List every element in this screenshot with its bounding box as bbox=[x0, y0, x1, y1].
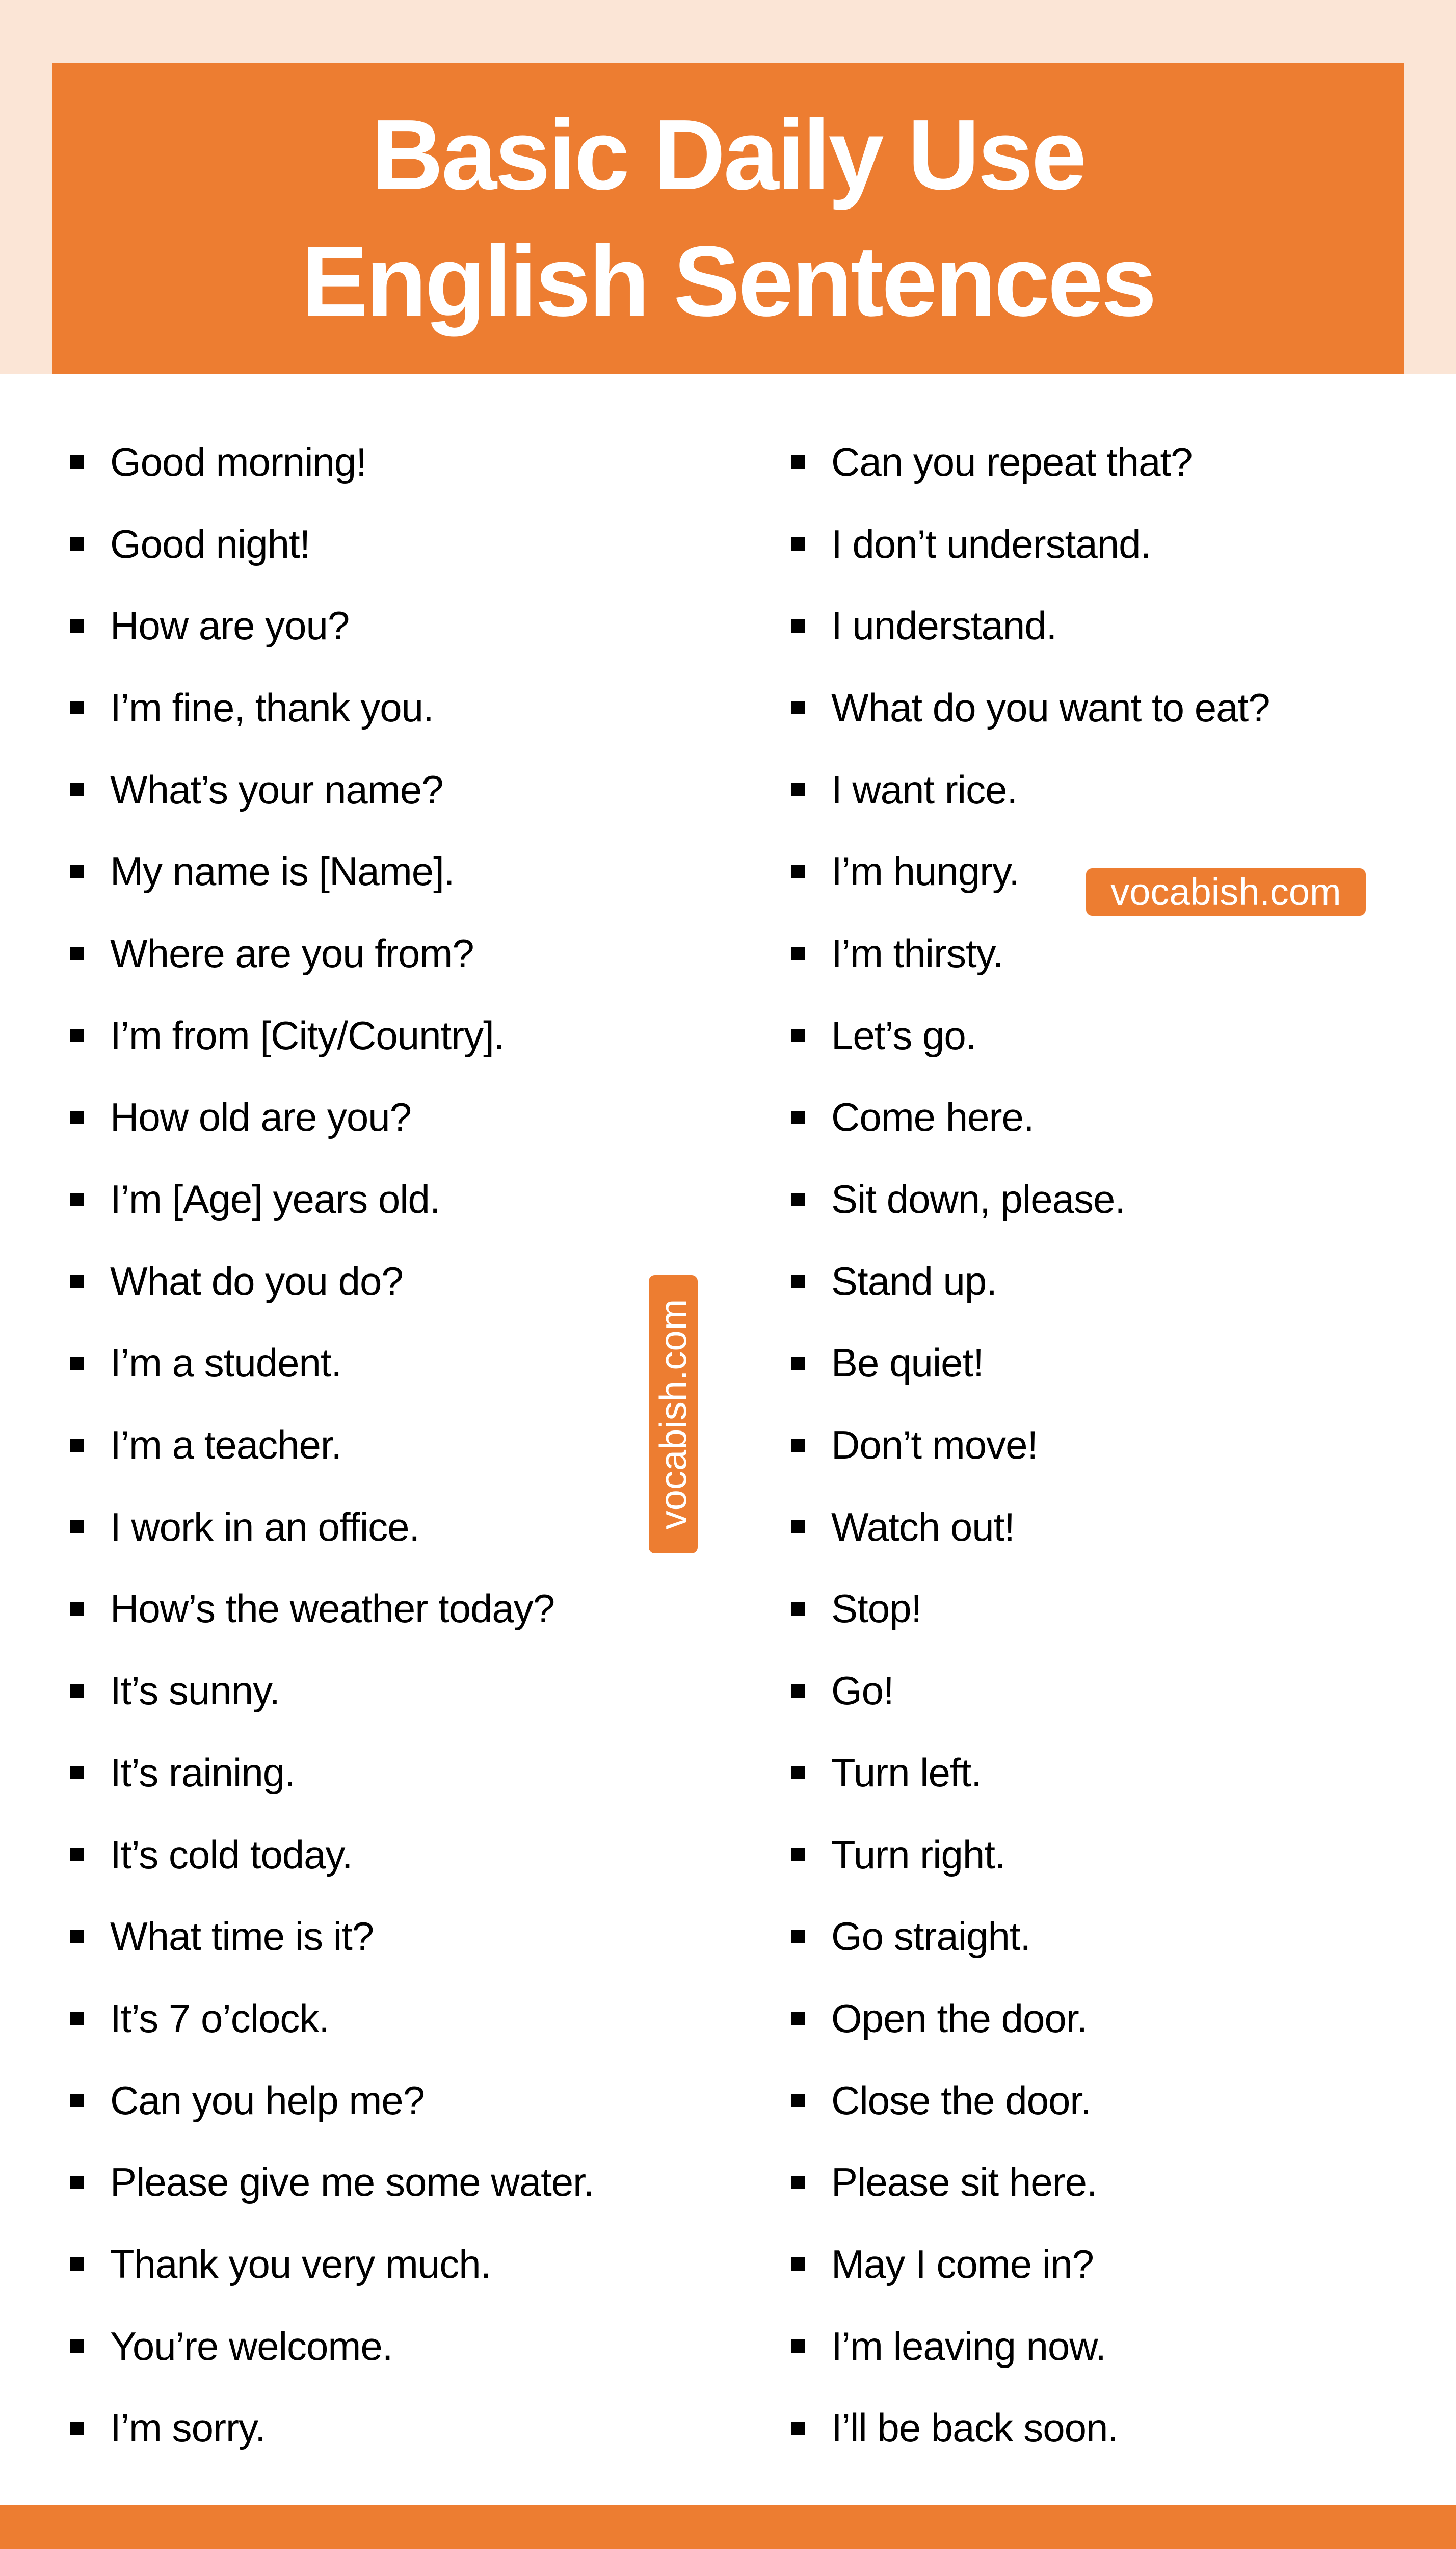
list-item bbox=[791, 1077, 1270, 1159]
list-item bbox=[70, 995, 594, 1077]
sentence-text: Open the door. bbox=[831, 1995, 1088, 2041]
sentence-text: Don’t move! bbox=[831, 1422, 1038, 1468]
square-bullet-icon bbox=[70, 2012, 84, 2025]
list-item bbox=[70, 1895, 594, 1978]
list-item bbox=[791, 995, 1270, 1077]
sentence-text: Stop! bbox=[831, 1586, 922, 1631]
sentence-text: I’m [Age] years old. bbox=[110, 1177, 440, 1222]
square-bullet-icon bbox=[791, 2339, 805, 2353]
watermark-vertical-text: vocabish.com bbox=[652, 1298, 695, 1530]
square-bullet-icon bbox=[70, 1766, 84, 1779]
sentence-text: Turn left. bbox=[831, 1750, 982, 1795]
list-item bbox=[791, 585, 1270, 667]
square-bullet-icon bbox=[791, 1766, 805, 1779]
list-item bbox=[70, 2223, 594, 2305]
sentence-text: It’s 7 o’clock. bbox=[110, 1995, 330, 2041]
sentence-text: My name is [Name]. bbox=[110, 849, 455, 894]
square-bullet-icon bbox=[791, 2257, 805, 2271]
list-item bbox=[70, 1240, 594, 1322]
page-title-line-1: Basic Daily Use bbox=[371, 99, 1085, 211]
square-bullet-icon bbox=[70, 1848, 84, 1861]
title-banner bbox=[52, 63, 1404, 374]
square-bullet-icon bbox=[791, 1274, 805, 1288]
sentence-text: What do you do? bbox=[110, 1258, 403, 1304]
list-item bbox=[791, 1732, 1270, 1814]
sentence-text: I’m fine, thank you. bbox=[110, 685, 434, 730]
sentence-text: I don’t understand. bbox=[831, 521, 1151, 566]
list-item bbox=[791, 2305, 1270, 2387]
sentence-text: I’m sorry. bbox=[110, 2405, 266, 2451]
sentence-text: It’s sunny. bbox=[110, 1668, 280, 1713]
list-item bbox=[70, 1486, 594, 1568]
list-item bbox=[791, 667, 1270, 749]
list-item bbox=[70, 2060, 594, 2142]
list-item bbox=[791, 1814, 1270, 1896]
square-bullet-icon bbox=[791, 1930, 805, 1943]
square-bullet-icon bbox=[791, 1357, 805, 1370]
sentence-text: I’ll be back soon. bbox=[831, 2405, 1119, 2451]
sentence-text: Thank you very much. bbox=[110, 2241, 491, 2286]
watermark-vertical bbox=[649, 1275, 698, 1553]
sentence-text: May I come in? bbox=[831, 2241, 1094, 2286]
sentence-text: I’m a student. bbox=[110, 1340, 342, 1386]
list-item bbox=[70, 830, 594, 913]
sentence-text: I want rice. bbox=[831, 767, 1018, 812]
list-item bbox=[70, 2305, 594, 2387]
list-item bbox=[70, 1814, 594, 1896]
sentence-text: Good night! bbox=[110, 521, 310, 566]
list-item bbox=[791, 2223, 1270, 2305]
square-bullet-icon bbox=[791, 2422, 805, 2435]
square-bullet-icon bbox=[70, 1602, 84, 1616]
square-bullet-icon bbox=[791, 1029, 805, 1042]
list-item bbox=[70, 2387, 594, 2469]
list-item bbox=[791, 421, 1270, 503]
square-bullet-icon bbox=[791, 537, 805, 551]
square-bullet-icon bbox=[70, 947, 84, 960]
square-bullet-icon bbox=[70, 2422, 84, 2435]
square-bullet-icon bbox=[791, 783, 805, 796]
square-bullet-icon bbox=[70, 783, 84, 796]
square-bullet-icon bbox=[791, 1848, 805, 1861]
sentence-text: I’m a teacher. bbox=[110, 1422, 342, 1468]
right-sentence-list bbox=[791, 421, 1270, 2469]
sentence-text: Go! bbox=[831, 1668, 894, 1713]
page-title-line-2: English Sentences bbox=[301, 225, 1155, 337]
square-bullet-icon bbox=[791, 1684, 805, 1698]
square-bullet-icon bbox=[70, 1930, 84, 1943]
list-item bbox=[791, 1158, 1270, 1240]
square-bullet-icon bbox=[70, 619, 84, 633]
sentence-text: Where are you from? bbox=[110, 930, 474, 976]
sentence-text: It’s cold today. bbox=[110, 1832, 353, 1877]
sentence-text: You’re welcome. bbox=[110, 2323, 393, 2369]
square-bullet-icon bbox=[70, 1684, 84, 1698]
sentence-text: I’m thirsty. bbox=[831, 930, 1003, 976]
sentence-text: How’s the weather today? bbox=[110, 1586, 555, 1631]
square-bullet-icon bbox=[791, 1439, 805, 1452]
square-bullet-icon bbox=[791, 1520, 805, 1533]
sentence-text: Be quiet! bbox=[831, 1340, 984, 1386]
list-item bbox=[70, 585, 594, 667]
list-item bbox=[791, 2060, 1270, 2142]
list-item bbox=[791, 1240, 1270, 1322]
list-item bbox=[70, 749, 594, 831]
sentence-text: I understand. bbox=[831, 603, 1057, 648]
sentence-text: Turn right. bbox=[831, 1832, 1005, 1877]
list-item bbox=[791, 913, 1270, 995]
square-bullet-icon bbox=[791, 455, 805, 469]
square-bullet-icon bbox=[70, 1111, 84, 1124]
square-bullet-icon bbox=[70, 1274, 84, 1288]
square-bullet-icon bbox=[791, 947, 805, 960]
square-bullet-icon bbox=[791, 619, 805, 633]
square-bullet-icon bbox=[70, 1029, 84, 1042]
list-item bbox=[791, 1486, 1270, 1568]
square-bullet-icon bbox=[791, 701, 805, 714]
sentence-text: Watch out! bbox=[831, 1504, 1015, 1549]
list-item bbox=[791, 503, 1270, 585]
sentence-text: I work in an office. bbox=[110, 1504, 420, 1549]
list-item bbox=[70, 421, 594, 503]
footer-band bbox=[0, 2505, 1456, 2549]
list-item bbox=[70, 913, 594, 995]
square-bullet-icon bbox=[70, 455, 84, 469]
list-item bbox=[70, 1158, 594, 1240]
sentence-text: Close the door. bbox=[831, 2077, 1091, 2123]
sentence-text: What’s your name? bbox=[110, 767, 443, 812]
sentence-text: What time is it? bbox=[110, 1914, 374, 1959]
square-bullet-icon bbox=[70, 2094, 84, 2107]
watermark-horizontal: vocabish.com bbox=[1086, 868, 1366, 916]
list-item bbox=[791, 2387, 1270, 2469]
square-bullet-icon bbox=[70, 701, 84, 714]
sentence-text: Let’s go. bbox=[831, 1012, 976, 1058]
list-item bbox=[791, 1895, 1270, 1978]
square-bullet-icon bbox=[70, 2176, 84, 2189]
square-bullet-icon bbox=[791, 1193, 805, 1206]
list-item bbox=[70, 1732, 594, 1814]
sentence-text: How are you? bbox=[110, 603, 350, 648]
list-item bbox=[791, 1568, 1270, 1650]
list-item bbox=[791, 1650, 1270, 1732]
square-bullet-icon bbox=[70, 2339, 84, 2353]
list-item bbox=[791, 1978, 1270, 2060]
list-item bbox=[70, 2141, 594, 2223]
square-bullet-icon bbox=[70, 2257, 84, 2271]
sentence-text: Please sit here. bbox=[831, 2160, 1097, 2205]
list-item bbox=[791, 1404, 1270, 1486]
sentence-text: It’s raining. bbox=[110, 1750, 295, 1795]
sentence-text: Can you help me? bbox=[110, 2077, 425, 2123]
sentence-text: What do you want to eat? bbox=[831, 685, 1270, 730]
square-bullet-icon bbox=[791, 2094, 805, 2107]
square-bullet-icon bbox=[791, 2176, 805, 2189]
sentence-text: Good morning! bbox=[110, 439, 366, 484]
list-item bbox=[791, 1322, 1270, 1404]
square-bullet-icon bbox=[791, 865, 805, 878]
sentence-text: I’m from [City/Country]. bbox=[110, 1012, 505, 1058]
list-item bbox=[70, 1568, 594, 1650]
list-item bbox=[70, 1650, 594, 1732]
square-bullet-icon bbox=[791, 1111, 805, 1124]
sentence-text: Go straight. bbox=[831, 1914, 1031, 1959]
sentence-text: Come here. bbox=[831, 1095, 1034, 1140]
list-item bbox=[791, 2141, 1270, 2223]
sentence-text: I’m hungry. bbox=[831, 849, 1020, 894]
list-item bbox=[70, 1978, 594, 2060]
square-bullet-icon bbox=[70, 1439, 84, 1452]
sentence-text: How old are you? bbox=[110, 1095, 412, 1140]
sentence-text: I’m leaving now. bbox=[831, 2323, 1106, 2369]
list-item bbox=[70, 1404, 594, 1486]
square-bullet-icon bbox=[791, 2012, 805, 2025]
square-bullet-icon bbox=[791, 1602, 805, 1616]
list-item bbox=[791, 749, 1270, 831]
square-bullet-icon bbox=[70, 1357, 84, 1370]
list-item bbox=[70, 667, 594, 749]
square-bullet-icon bbox=[70, 1193, 84, 1206]
sentence-text: Please give me some water. bbox=[110, 2160, 594, 2205]
list-item bbox=[70, 1322, 594, 1404]
sentence-text: Sit down, please. bbox=[831, 1177, 1126, 1222]
sentence-text: Can you repeat that? bbox=[831, 439, 1193, 484]
list-item bbox=[70, 1077, 594, 1159]
square-bullet-icon bbox=[70, 865, 84, 878]
square-bullet-icon bbox=[70, 1520, 84, 1533]
list-item bbox=[70, 503, 594, 585]
square-bullet-icon bbox=[70, 537, 84, 551]
sentence-text: Stand up. bbox=[831, 1258, 997, 1304]
left-sentence-list bbox=[70, 421, 594, 2469]
